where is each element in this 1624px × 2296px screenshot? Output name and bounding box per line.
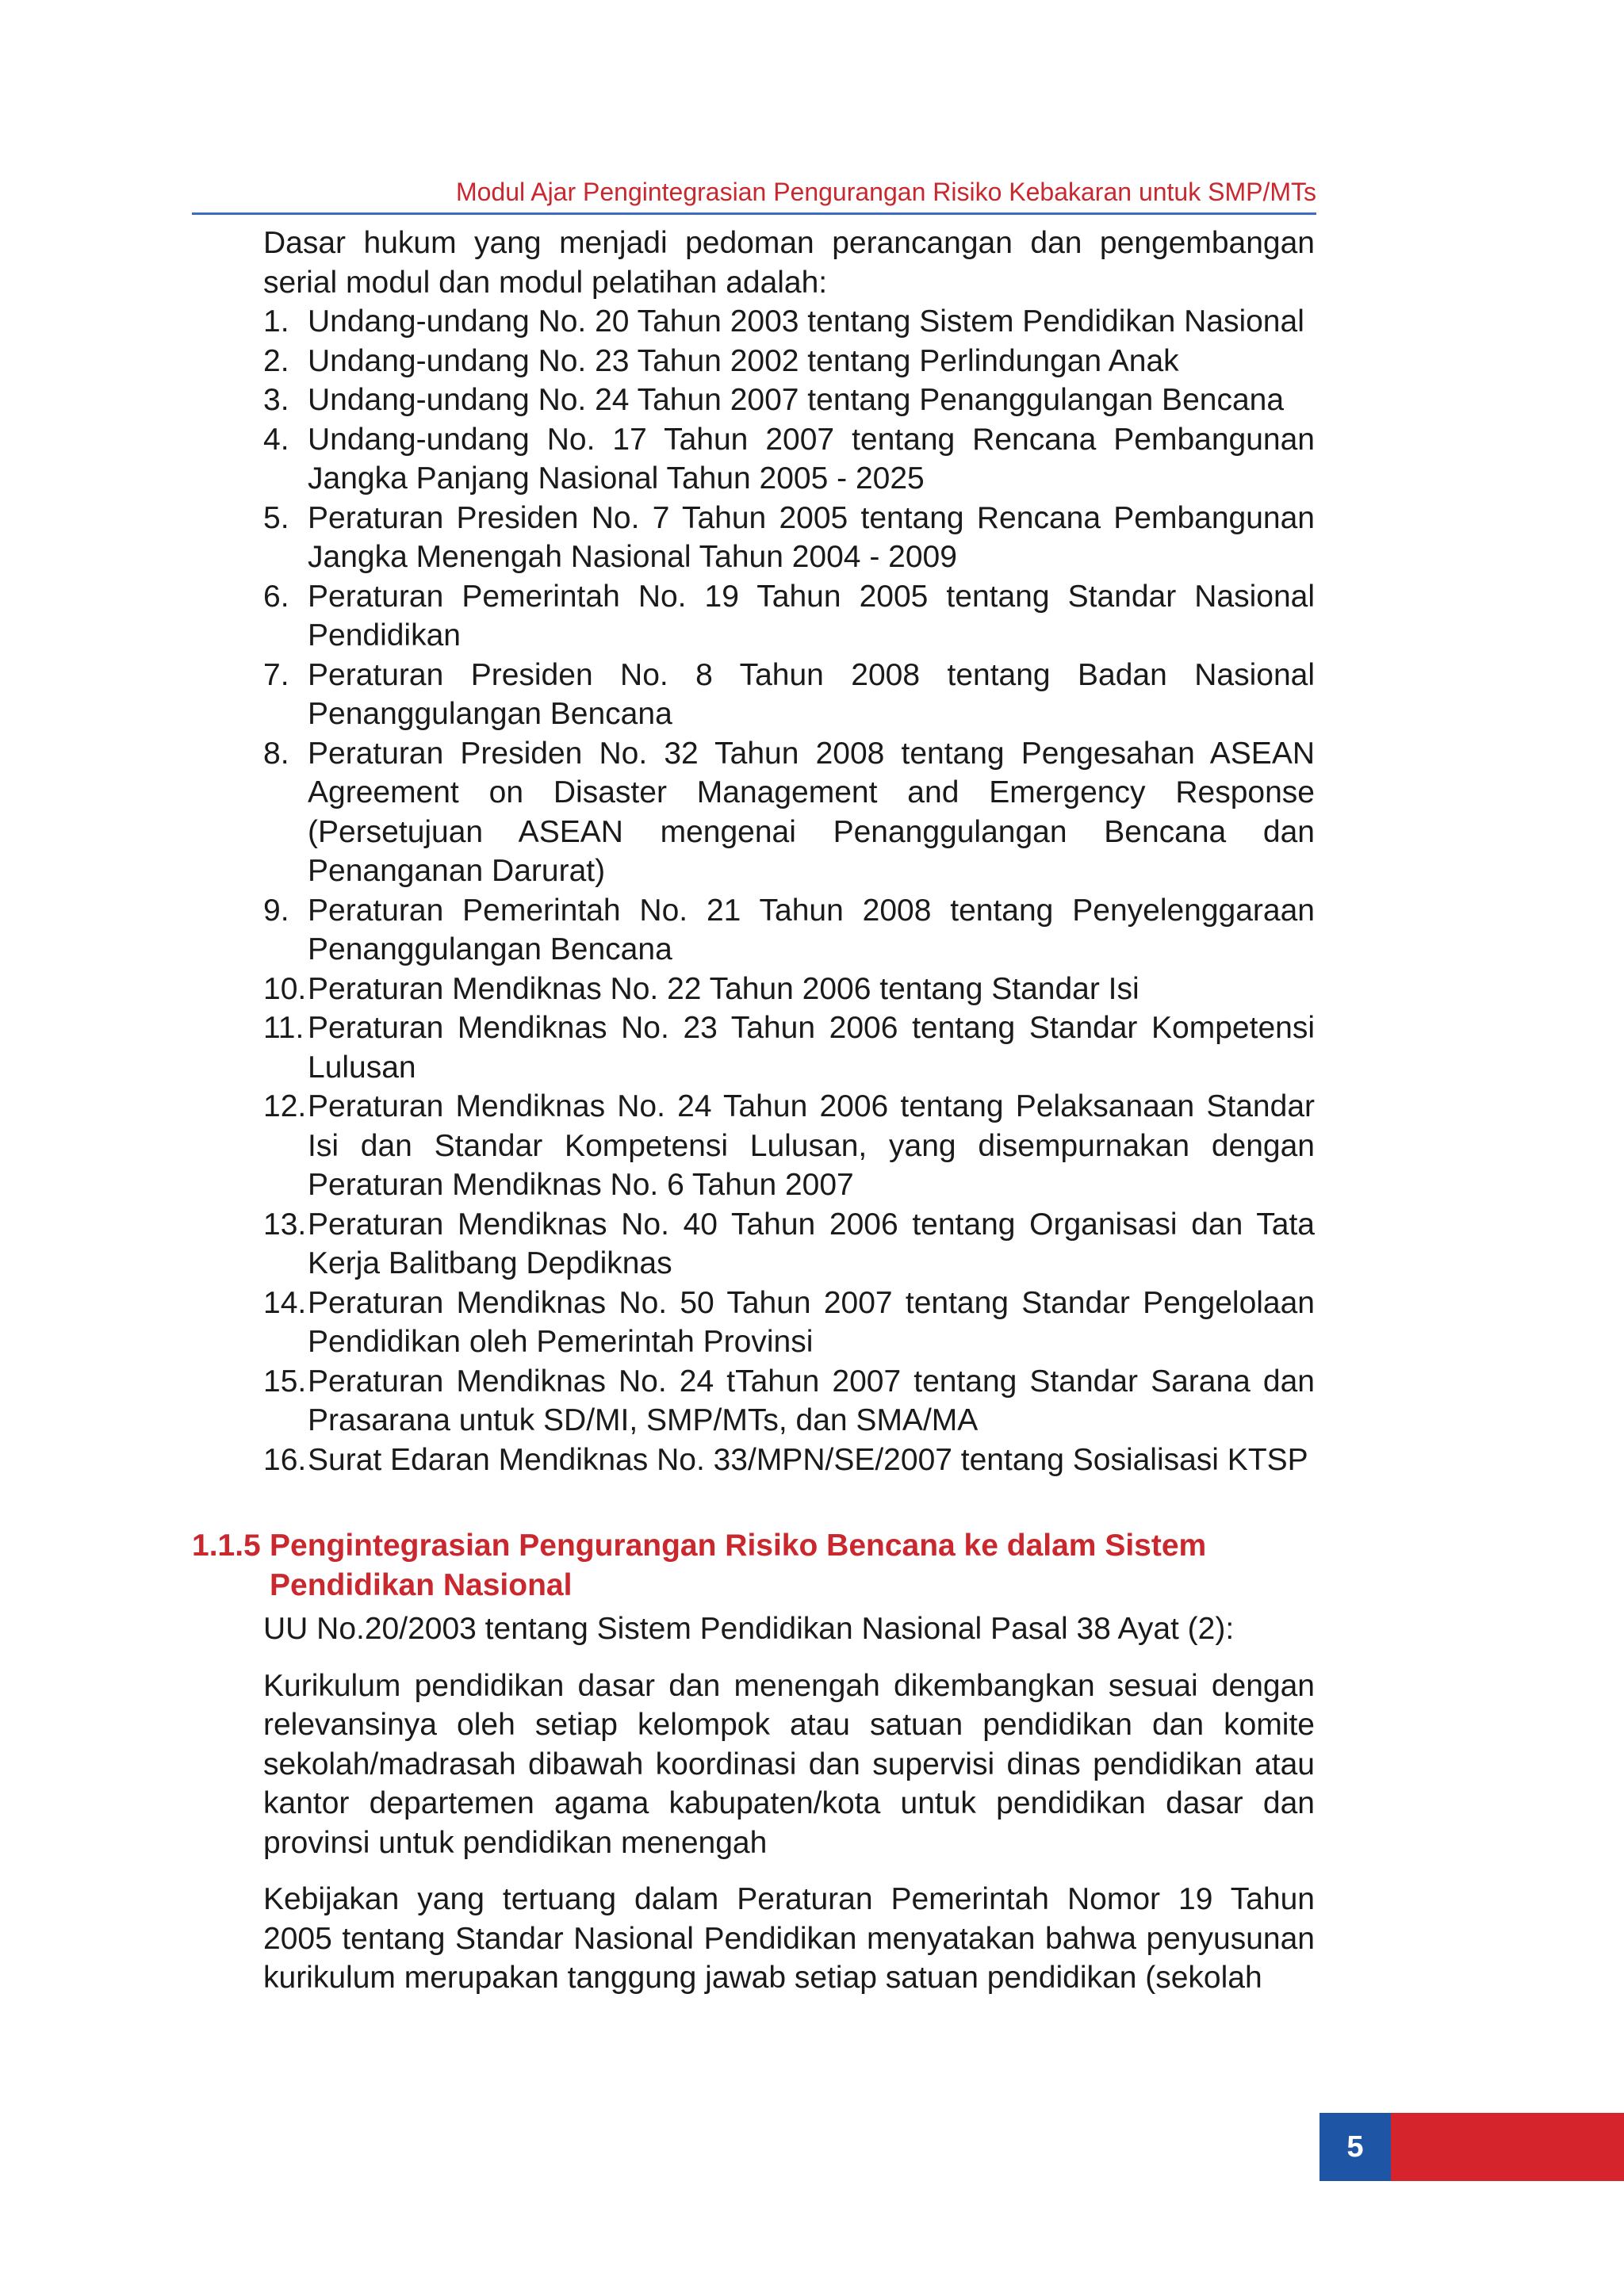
- list-item-number: 11.: [263, 1011, 304, 1045]
- list-item-number: 15.: [263, 1364, 307, 1399]
- list-item-text: Surat Edaran Mendiknas No. 33/MPN/SE/2007 tentang Sosialisasi KTSP: [308, 1442, 1308, 1477]
- list-item: [263, 302, 1315, 342]
- list-item-text: Peraturan Presiden No. 8 Tahun 2008 tentang Badan Nasional Penanggulangan Bencana: [308, 657, 1315, 731]
- list-item-number: 1.: [263, 304, 289, 339]
- list-item-text: Peraturan Pemerintah No. 19 Tahun 2005 tentang Standar Nasional Pendidikan: [308, 579, 1315, 652]
- list-item: [263, 891, 1315, 970]
- list-item-number: 14.: [263, 1285, 307, 1320]
- legal-basis-list: [263, 302, 1315, 1479]
- intro-paragraph: Dasar hukum yang menjadi pedoman perancangan dan pengembangan serial modul dan modul pelatihan adalah:: [263, 226, 1315, 300]
- list-item-text: Undang-undang No. 20 Tahun 2003 tentang Sistem Pendidikan Nasional: [308, 304, 1304, 339]
- section-paragraph-3: Kebijakan yang tertuang dalam Peraturan Pemerintah Nomor 19 Tahun 2005 tentang Standar Nasional Pendidikan menyatakan bahwa penyusunan kurikulum merupakan tanggung jawab setiap satuan pendidikan (sekolah: [263, 1882, 1315, 1995]
- section-paragraph-2: Kurikulum pendidikan dasar dan menengah dikembangkan sesuai dengan relevansinya oleh setiap kelompok atau satuan pendidikan dan komite sekolah/madrasah dibawah koordinasi dan supervisi dinas pendidikan atau kantor departemen agama kabupaten/kota untuk pendidikan dasar dan provinsi untuk pendidikan menengah: [263, 1668, 1315, 1860]
- section-number: 1.1.5: [192, 1529, 261, 1563]
- list-item: [263, 1087, 1315, 1205]
- list-item: [263, 1008, 1315, 1087]
- list-item: [263, 577, 1315, 656]
- list-item-text: Peraturan Mendiknas No. 24 tTahun 2007 tentang Standar Sarana dan Prasarana untuk SD/MI, SMP/MTs, dan SMA/MA: [308, 1364, 1315, 1437]
- list-item-number: 4.: [263, 422, 289, 457]
- list-item-number: 5.: [263, 500, 289, 535]
- list-item-number: 16.: [263, 1442, 307, 1477]
- list-item-text: Undang-undang No. 23 Tahun 2002 tentang Perlindungan Anak: [308, 343, 1179, 378]
- list-item-number: 9.: [263, 893, 289, 928]
- list-item-number: 13.: [263, 1207, 307, 1242]
- list-item-number: 12.: [263, 1089, 307, 1123]
- list-item-text: Peraturan Presiden No. 7 Tahun 2005 tentang Rencana Pembangunan Jangka Menengah Nasional Tahun 2004 - 2009: [308, 500, 1315, 574]
- list-item-text: Peraturan Mendiknas No. 23 Tahun 2006 tentang Standar Kompetensi Lulusan: [308, 1011, 1315, 1085]
- list-item: [263, 734, 1315, 891]
- list-item: [263, 1362, 1315, 1441]
- list-item: [263, 420, 1315, 499]
- list-item: [263, 1441, 1315, 1480]
- list-item-text: Peraturan Mendiknas No. 24 Tahun 2006 tentang Pelaksanaan Standar Isi dan Standar Kompetensi Lulusan, yang disempurnakan dengan Peraturan Mendiknas No. 6 Tahun 2007: [308, 1089, 1315, 1202]
- footer-accent-bar: [1391, 2113, 1624, 2181]
- list-item-text: Peraturan Mendiknas No. 50 Tahun 2007 tentang Standar Pengelolaan Pendidikan oleh Pemerintah Provinsi: [308, 1285, 1315, 1359]
- list-item-text: Undang-undang No. 17 Tahun 2007 tentang Rencana Pembangunan Jangka Panjang Nasional Tahun 2005 - 2025: [308, 422, 1315, 496]
- section-title-line2: Pendidikan Nasional: [270, 1568, 573, 1602]
- section-title-line1: Pengintegrasian Pengurangan Risiko Bencana ke dalam Sistem: [270, 1529, 1207, 1563]
- list-item-number: 2.: [263, 343, 289, 378]
- list-item-number: 6.: [263, 579, 289, 614]
- list-item: [263, 342, 1315, 381]
- list-item: [263, 1284, 1315, 1362]
- list-item-text: Peraturan Presiden No. 32 Tahun 2008 tentang Pengesahan ASEAN Agreement on Disaster Management and Emergency Response (Persetujuan ASEAN mengenai Penanggulangan Bencana dan Penanganan Darurat): [308, 736, 1315, 888]
- list-item-number: 8.: [263, 736, 289, 771]
- section-paragraph-1: UU No.20/2003 tentang Sistem Pendidikan Nasional Pasal 38 Ayat (2):: [263, 1612, 1235, 1646]
- section-body: [263, 1609, 1315, 2015]
- list-item-text: Peraturan Mendiknas No. 40 Tahun 2006 tentang Organisasi dan Tata Kerja Balitbang Depdiknas: [308, 1207, 1315, 1280]
- legal-basis-block: [263, 224, 1315, 1479]
- list-item-text: Undang-undang No. 24 Tahun 2007 tentang Penanggulangan Bencana: [308, 383, 1285, 417]
- section-heading: [192, 1526, 1223, 1605]
- list-item-number: 3.: [263, 383, 289, 417]
- list-item: [263, 970, 1315, 1009]
- list-item-text: Peraturan Mendiknas No. 22 Tahun 2006 tentang Standar Isi: [308, 971, 1139, 1006]
- list-item: [263, 1205, 1315, 1284]
- list-item-number: 7.: [263, 657, 289, 692]
- list-item-number: 10.: [263, 971, 307, 1006]
- list-item-text: Peraturan Pemerintah No. 21 Tahun 2008 tentang Penyelenggaraan Penanggulangan Bencana: [308, 893, 1315, 966]
- list-item: [263, 381, 1315, 420]
- list-item: [263, 499, 1315, 577]
- list-item: [263, 656, 1315, 734]
- header-divider: [192, 212, 1316, 215]
- running-header-title: Modul Ajar Pengintegrasian Pengurangan Risiko Kebakaran untuk SMP/MTs: [455, 178, 1316, 206]
- page-number: 5: [1320, 2113, 1391, 2181]
